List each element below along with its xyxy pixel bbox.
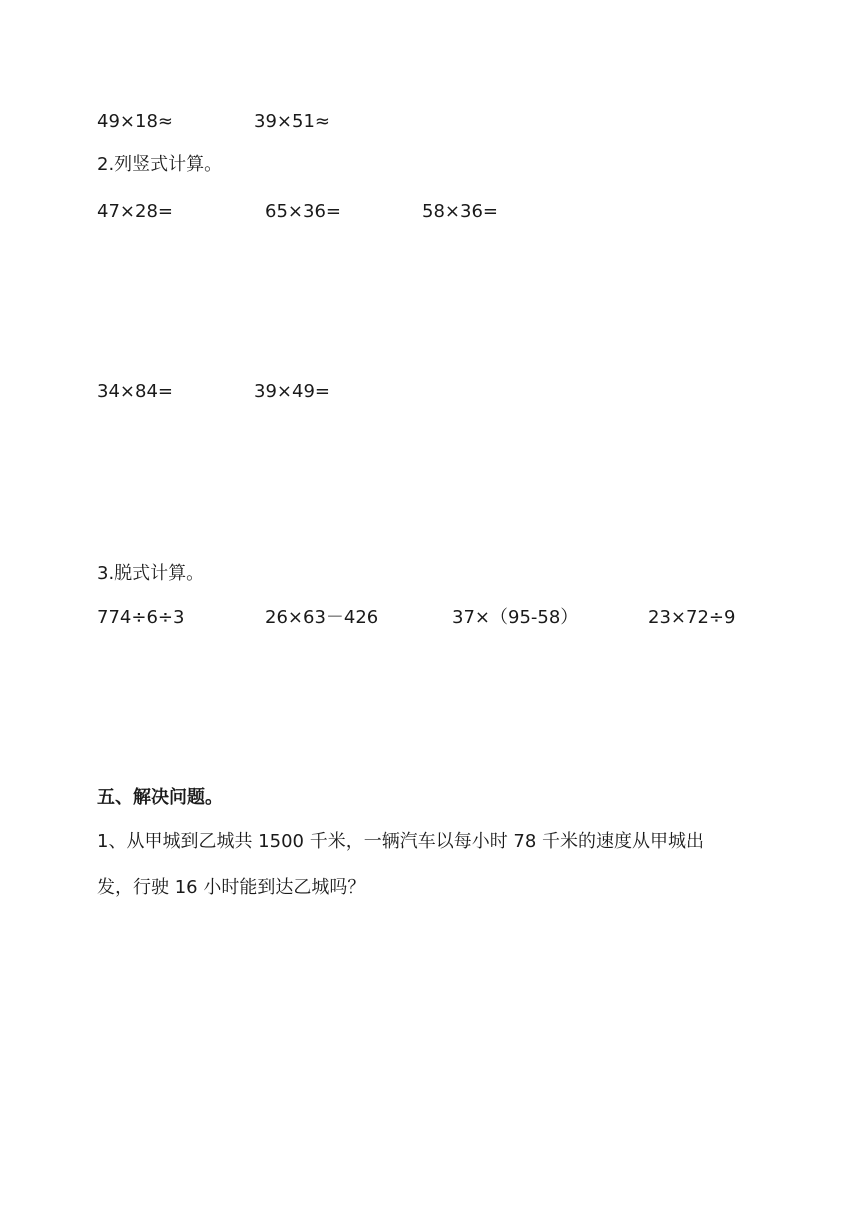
section-3-heading: 3.脱式计算。 — [97, 563, 205, 584]
stepwise-calc-item-1: 774÷6÷3 — [97, 607, 185, 628]
estimate-item-2: 39×51≈ — [254, 111, 330, 132]
section-2-heading: 2.列竖式计算。 — [97, 154, 223, 175]
stepwise-calc-item-4: 23×72÷9 — [648, 607, 736, 628]
stepwise-calc-item-2: 26×63－426 — [265, 607, 379, 628]
vertical-calc-item-2: 65×36= — [265, 201, 341, 222]
problem-1-line-2: 发，行驶 16 小时能到达乙城吗？ — [97, 877, 366, 898]
stepwise-calc-item-3: 37×（95-58） — [452, 607, 579, 628]
problem-1-line-1: 1、从甲城到乙城共 1500 千米，一辆汽车以每小时 78 千米的速度从甲城出 — [97, 831, 705, 852]
vertical-calc-item-1: 47×28= — [97, 201, 173, 222]
part-5-heading: 五、解决问题。 — [97, 787, 223, 808]
vertical-calc-item-5: 39×49= — [254, 381, 330, 402]
vertical-calc-item-4: 34×84= — [97, 381, 173, 402]
vertical-calc-item-3: 58×36= — [422, 201, 498, 222]
estimate-item-1: 49×18≈ — [97, 111, 173, 132]
